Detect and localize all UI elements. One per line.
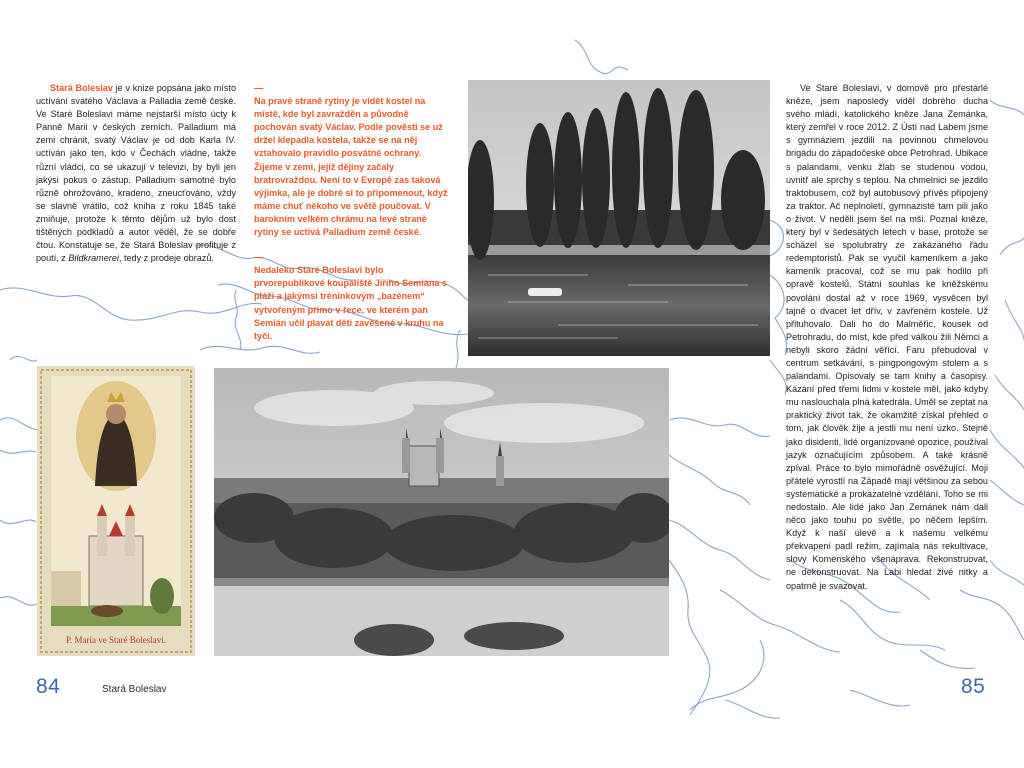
memoir-column <box>786 82 988 593</box>
intro-paragraph <box>36 82 236 265</box>
devotional-card-image <box>37 366 195 656</box>
intro-lead: Stará Boleslav <box>50 83 113 93</box>
intro-italic: Bildkramerei <box>68 253 119 264</box>
lake-poplars-photo <box>468 80 770 356</box>
note-dash: — <box>254 83 264 93</box>
running-title: Stará Boleslav <box>102 684 167 695</box>
card-caption: P. Maria ve Staré Boleslavi. <box>66 635 166 645</box>
stara-boleslav-engraving <box>214 368 669 656</box>
page-number-left: 84 <box>36 675 61 698</box>
note-dash: — <box>254 252 264 263</box>
note-swimming-pool: Nedaleko Staré Boleslavi bylo prvorepublikové koupaliště Jiřího Semiána s pláží a jakýmsi tréninkovým „bazénem“ vytvořeným přímo v řece, ve kterém pan Semián učil plavat děti zavěšené v kruhu na tyči. <box>254 265 448 341</box>
memoir-paragraph: Ve Staré Boleslavi, v domově pro přestárlé kněze, jsem naposledy viděl dobrého ducha svého mládí, katolického kněze Jana Zemánka, který zemřel v roce 2012. Z Ústí nad Labem jsme s gymnáziem jezdili na povinnou chmelovou brigádu do západočeské obce Petrohrad. Ubikace s palandami, venku žlab se studenou vodou, uvnitř ale sprchy s teplou. Na chmelnici se jezdilo traktobusem, což byl autobusový přívěs připojený za traktor. Ač neplnoletí, gymnazisté tam pili jako o život. V neděli jsem šel na mši. Poznal kněze, který byl v šedesátých letech v base, protože se scházel se spolubratry ze zakázaného řádu redemptoristů. Pak se vyučil kameníkem a jako kameník pracoval, což se mu pak hodilo při opravě kostelů. Státní souhlas ke kněžskému povolání dostal až v roce 1969, vysvěcen byl tajně o dvacet let dřív, v zavřeném kostele. Už přituhovalo. Dali ho do Malměřic, kousek od Petrohradu, do míst, kde před válkou žili Němci a nebyli skoro žádní věřící. Faru přebudoval v centrum setkávání, s pingpongovým stolem a s palandami. Opisovaly se tam knihy a časopisy. Kázání před třemi lidmi v kostele měl, jako kdyby mu naslouchala plná katedrála. Uměl se zeptat na praktický život tak, že okamžitě získal přehled o tom, jak člověk žije a jestli mu není úzko. Stejně jako disidenti, lidé organizované opozice, používal jazyk označujícím způsobem. A také krásně zpíval. Práce to bylo mimořádně osvěžující. Moji přátelé vyrostlí na Západě mají většinou za sebou systematické a prokazatelné vzdělání. Toho se mi nedostalo. Ale lidé jako Jan Zemánek nám dali něco jako touhu po světle, po něčem lepším. Když k naší úlevě a k našemu velkému překvapení padl režim, zajímala nás rekultivace, slovy Komenského všenáprava. Rekonstruovat, ne dekonstruovat. Na Labi hledat živé nitky a opatrně je svazovat. <box>786 83 988 591</box>
note-engraving: Na pravé straně rytiny je vidět kostel na místě, kde byl zavražděn a původně pochován svatý Václav. Podle pověsti se už držel klepadla kostela, takže se na něj vztahovalo pravidlo posvátné ochrany. Žijeme v zemi, jejíž dějiny začaly bratrovraždou. Není to v Evropě zas taková výjimka, ale je dobré si to připomenout, když máme chuť někoho ve světě poučovat. V barokním velkém chrámu na levé straně rytiny se uctívá Palladium země české. <box>254 96 448 238</box>
intro-text: je v knize popsána jako místo uctívání svatého Václava a Palladia země české. Ve Staré Boleslavi máme nejstarší místo úcty k Panně Marii v českých zemích. Palladium má zemi chránit, svatý Václav je od dob Karla IV. uctíván jako ten, kdo v Čechách vládne, takže různí vládci, co se ukazují v televizi, by byli jen jakýsi pokus o zástup. Palladium samotné bylo různě ohrožováno, kradeno, zneucťováno, vždy se slavně vrátilo, což kniha z roku 1845 také zmiňuje, protože k těmto dějům už bylo dost tištěných podkladů a autor věděl, že se dobře čtou. Konstatuje se, že Stará Boleslav profituje z poutí, z <box>36 83 236 264</box>
intro-column <box>36 82 236 265</box>
page-number-right: 85 <box>961 675 986 698</box>
notes-column <box>254 82 450 343</box>
intro-tail: , tedy z prodeje obrazů. <box>118 253 214 264</box>
